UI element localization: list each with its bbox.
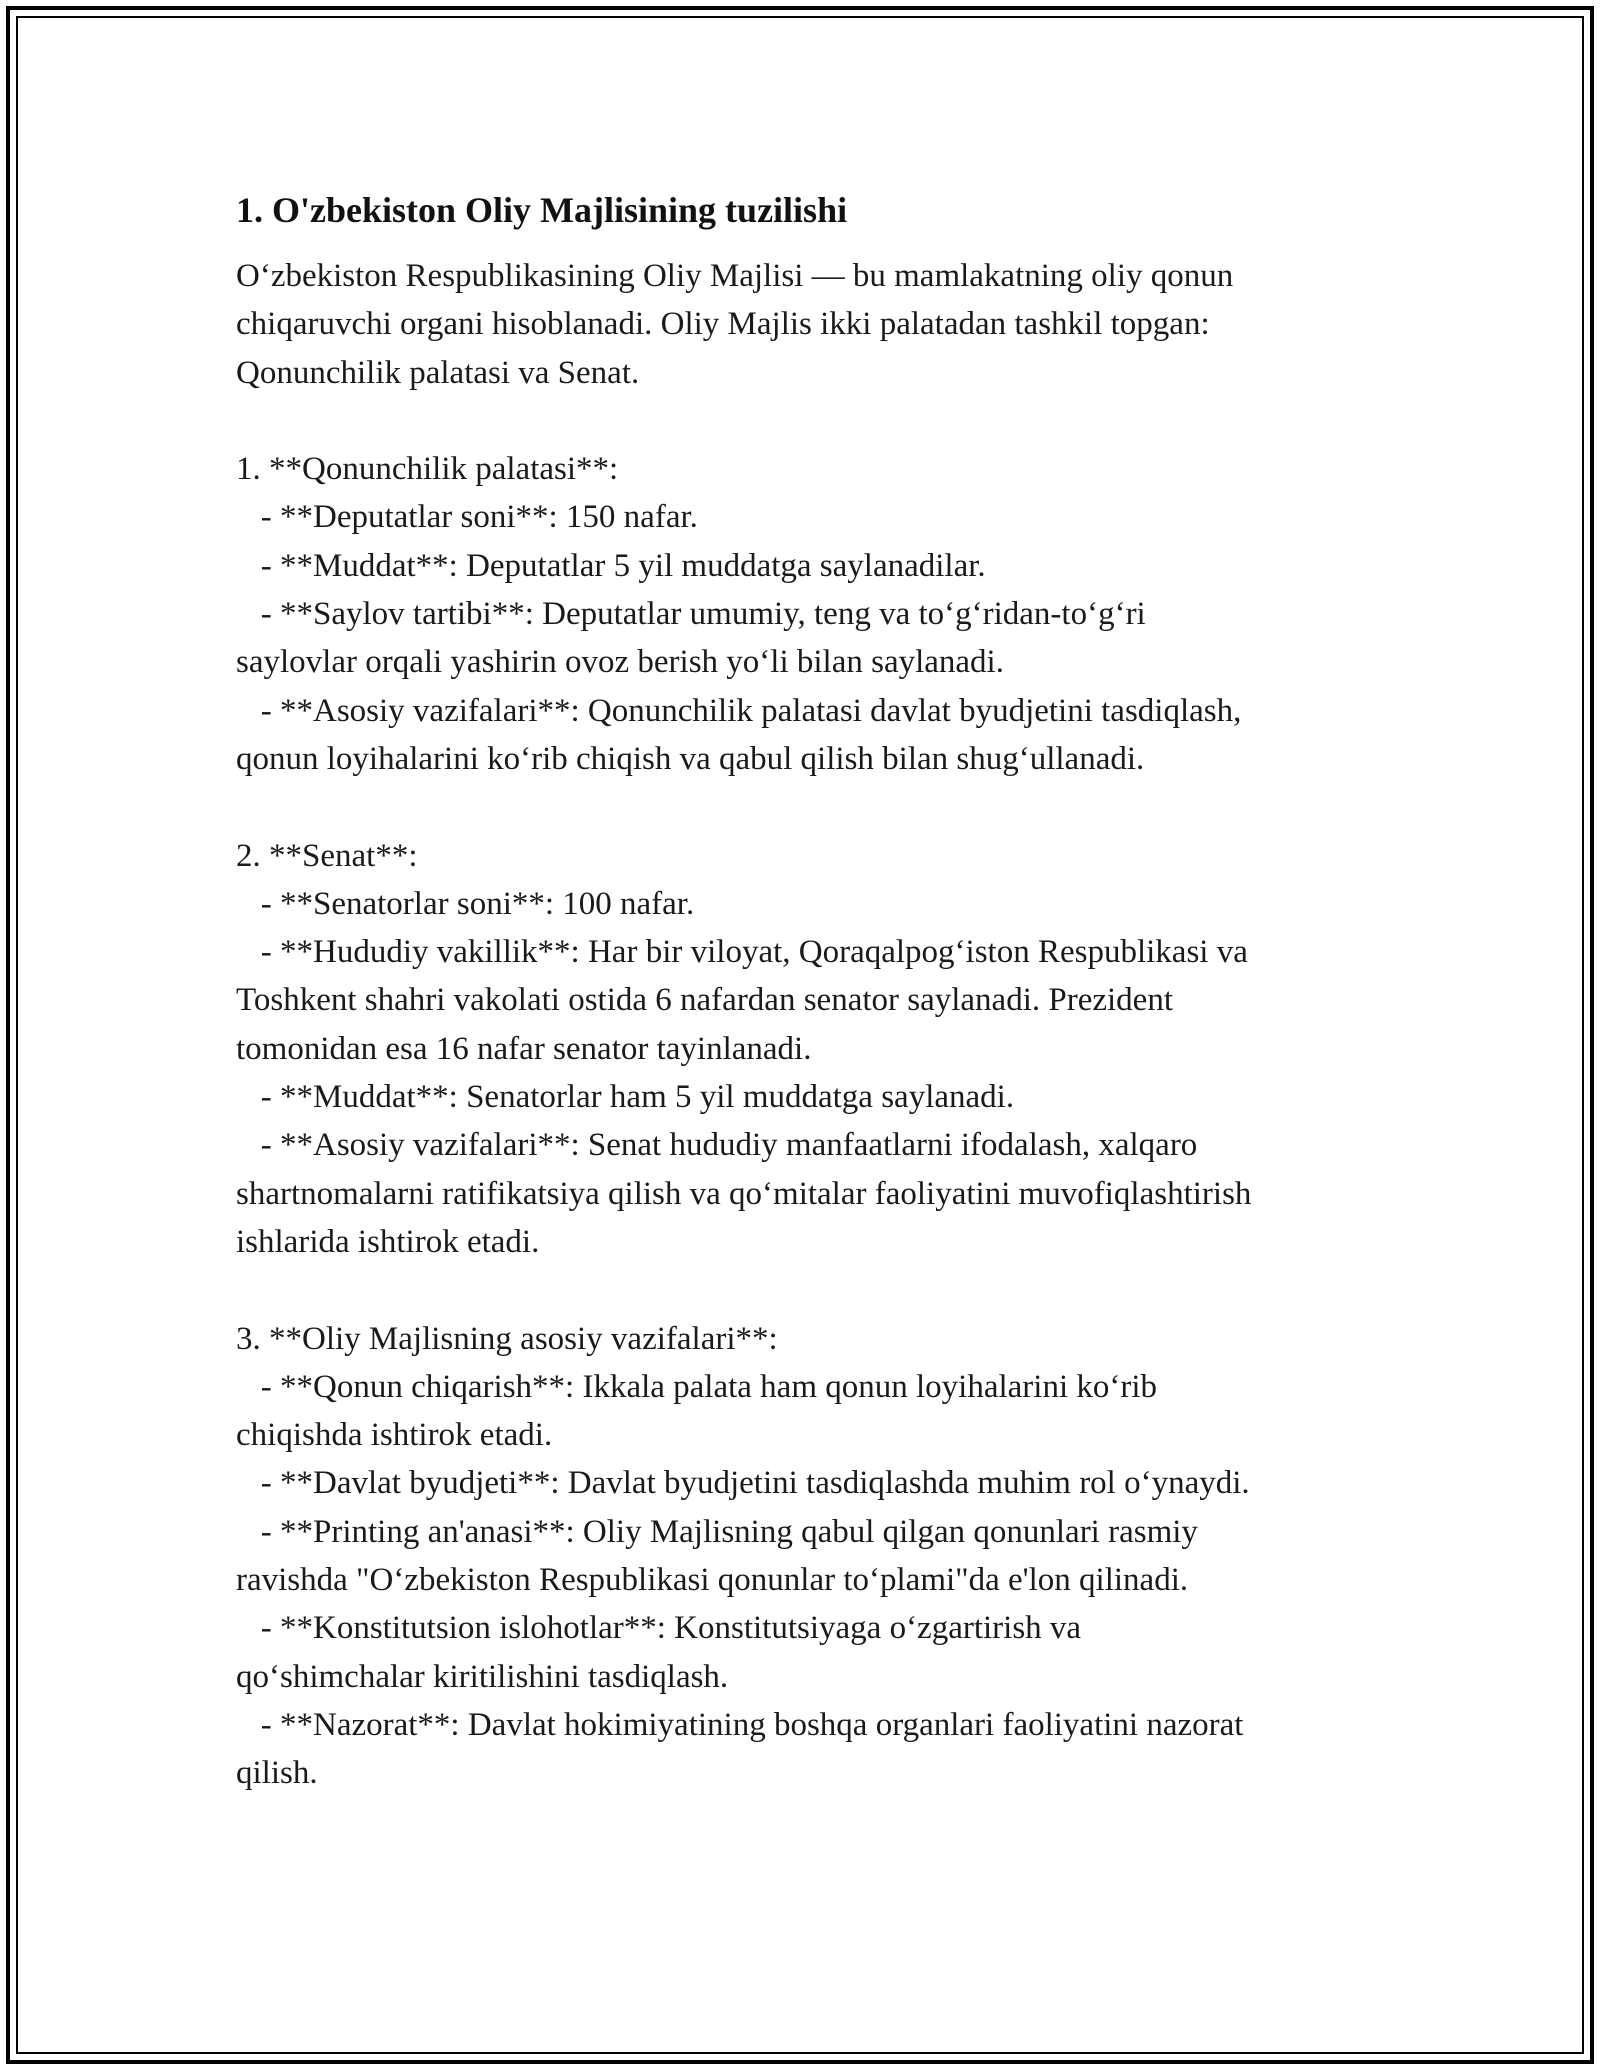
document-content — [236, 186, 1396, 1798]
document-title: 1. O'zbekiston Oliy Majlisining tuzilishi — [236, 190, 848, 230]
document-body: O‘zbekiston Respublikasining Oliy Majlisi — bu mamlakatning oliy qonun chiqaruvchi organi hisoblanadi. Oliy Majlis ikki palatadan tashkil topgan: Qonunchilik palatasi va Senat. 1. **Qonunchilik palatasi**: - **Deputatlar soni**: 150 nafar. - **Muddat**: Deputatlar 5 yil muddatga saylanadilar. - **Saylov tartibi**: Deputatlar umumiy, teng va to‘g‘ridan-to‘g‘ri saylovlar orqali yashirin ovoz berish yo‘li bilan saylanadi. - **Asosiy vazifalari**: Qonunchilik palatasi davlat byudjetini tasdiqlash, qonun loyihalarini ko‘rib chiqish va qabul qilish bilan shug‘ullanadi. 2. **Senat**: - **Senatorlar soni**: 100 nafar. - **Hududiy vakillik**: Har bir viloyat, Qoraqalpog‘iston Respublikasi va Toshkent shahri vakolati ostida 6 nafardan senator saylanadi. Prezident tomonidan esa 16 nafar senator tayinlanadi. - **Muddat**: Senatorlar ham 5 yil muddatga saylanadi. - **Asosiy vazifalari**: Senat hududiy manfaatlarni ifodalash, xalqaro shartnomalarni ratifikatsiya qilish va qo‘mitalar faoliyatini muvofiqlashtirish ishlarida ishtirok etadi. 3. **Oliy Majlisning asosiy vazifalari**: - **Qonun chiqarish**: Ikkala palata ham qonun loyihalarini ko‘rib chiqishda ishtirok etadi. - **Davlat byudjeti**: Davlat byudjetini tasdiqlashda muhim rol o‘ynaydi. - **Printing an'anasi**: Oliy Majlisning qabul qilgan qonunlari rasmiy ravishda "O‘zbekiston Respublikasi qonunlar to‘plami"da e'lon qilinadi. - **Konstitutsion islohotlar**: Konstitutsiyaga o‘zgartirish va qo‘shimchalar kiritilishini tasdiqlash. - **Nazorat**: Davlat hokimiyatining boshqa organlari faoliyatini nazorat qilish. — [236, 258, 1252, 1792]
